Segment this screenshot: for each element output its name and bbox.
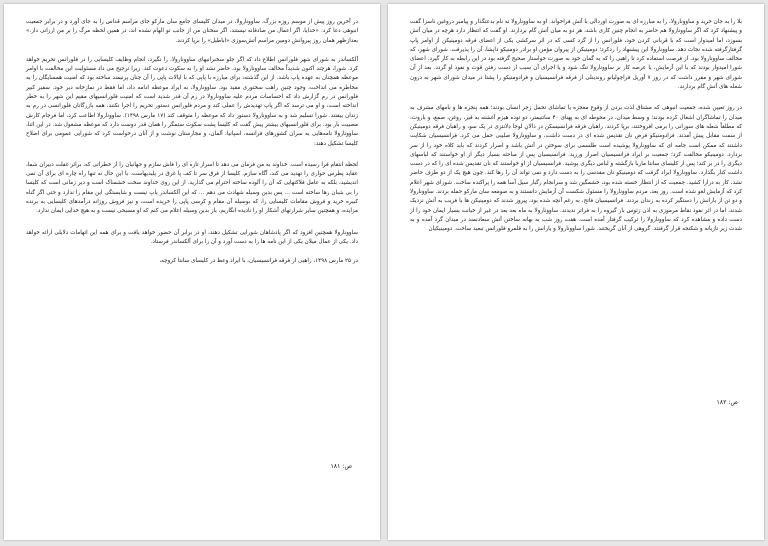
right-page: [388, 4, 764, 540]
left-paragraph-4: ساوونارولا همچنین افزود که اگر پادشاهان شورایی تشکیل دهند، او در برابر آن حضور خواهد یافت و برای همه این اتهامات دلایلی ارائه خواهد داد. یکی از عمال میلان یکی از این نامه ها را به دست آورد و آن را برای آلکساندر فرستاد.: [26, 229, 358, 245]
right-paragraph-2: در روز تعیین شده، جمعیت انبوهی که مشتاق لذت بردن از وقوع معجزه یا تماشای تحمل زجر انسان بودند؛ همه پنجره ها و بامهای مشرف به میدان را تماشاگران اشغال کرده بودند؛ و وسط میدان، در محوطه ای به پهنای ۴۰ سانتیمتر، دو توده هیزم آغشته به قیر، روغن، صمغ، و باروت، که مطلقاً شعله های سوزانی را برمی افروختند، برپا کردند. راهبان فرقه فرانسیسکن در دالانِ لوجا دِلانتزی در یک سو، و راهبان فرقه دومینیکن از سمت مقابل پیش آمدند. فرادومنیکو فرض نان تقدیس شده ای در دست داشت، و ساوونارولا صلیبی حمل می کرد. فرانسیسیان شکایت داشتند که ممکن است جامه ای که ساوونارولا پوشیده است طلسمی برای سوختن در آتش باشد و اصرار کردند که باید کلاه خود را از سر بردارد. دومینیکو مخالفت کرد؛ جمعیت بر ایراد فرانسیسیان اصرار ورزید. فرانسیسیان پس از مباحثه بسیار دیگر از او خواستند که لباسهای دیگری را در بر کند؛ پس از کلیسای سانتا ماریا بازگشته و لباس دیگری پوشید. فرانسیسیان از او خواستند که نان تقدیس شده ای را که در دست داشت کنار بگذارد. ساوونارولا ایراد گرفت که دومینیکو نان مقدسی را به دست دارد و نمی تواند آن را رها کند. چون هیچ یک از دو طرف حاضر نشد، کار به درازا کشید. جمعیت که از انتظار خسته شده بود، خشمگین شد و سرانجام رگبار سیل آسا همه را پراکنده ساخت. شورای شهر اعلام کرد که آزمایش لغو شده است. روز بعد، مردم ساوونارولا را مسئول شکست آن آزمایش دانستند و به صومعه سان مارکو حمله بردند. ساوونارولا و دو تن از یارانش را دستگیر کرده به زندان بردند. فرانسیسیان فاتح، به رغم آنچه شده بود، پیروز شدند که دومینیکن ها با فریب به آتش نزدیک شدند، اما در اثر نفوذ نقاط مرموزی به اذن زئوس بار گیروه را به فراتر ندیدند. ساوونارولا به ماه بعد بعد در غیر از خیانت بسیار ایمان خود را از دست داده و مشاهده کرد که ساوونارولا را ترکیب گرفتار آمده است. هفت روز شب به بهانه ساختن آتش سعادتمند در میدان گرد آمده و به شدت زیر تازیانه و شکنجه قرار گرفتند. گروهی از آنان گریختند. شورا ساوونارولا و یارانش را به قلمرو فلورانس تبعید ساخت. دومینیکیان: [410, 105, 742, 233]
left-quote-paragraph: لحظه انتقام فرا رسیده است. خداوند به من فرمان می دهد تا اسرار تازه ای را فاش سازم و جهانیان را از خطراتی که، براثر غفلت دبیران شما، عقاید پطرس حواری را تهدید می کند، آگاه سازم. کلیسا از فرق سر تا کف پا غرق در پلیدیهاست. با این حال نه تنها راه چاره ای برای آن نمی اندیشید، بلکه به عامل فلاکتهایی که آن را آلوده ساخته احترام می گذارید. از این روی خداوند سخت خشمناک است و دیر زمانی است که کلیسا را بی شبان رها ساخته است ... پس بدین وسیله شهادت می دهم ... که این آلکساندر پاپ نیست و شایستگی این مقام را ندارد و حتی اگر گناه کبیره خرید و فروش مقامات کلیسایی را، که بوسیله آن مقام و کرسی پاپی را خریده است، و نیز فروش روزانه درآمدهای کلیسایی به برنده مزایده، و همچنین سایر شرارتهای آشکار او را نادیده انگاریم، باز بدین وسیله اعلام می کنم که او مسیحی نیست و به هیچ خدایی ایمان ندارد.: [26, 161, 358, 215]
right-paragraph-1: بلا را به جان خرید و ساوونارولا، را به مبارزه ای به صورت اوردالی با آتش فراخواند. او به ساوونارولا نه نام بدعتگذار و پیامبر دروغین ناسزا گفت و پیشنهاد کرد که اگر ساوونارولا هم حاضر به انجام چنین کاری باشد، هر دو به میان آتش گام بردارند. او گفت که انتظار دارد هرچه در میان آتش بسوزد، اما امیدوار است که با قربانی کردن خود، فلورانس را از گرد کسی که در اثر سرکشی یکی از اعضای فرقه دومینیکن از اوامر پاپ گرفتارگرفته شده نجات دهد. ساوونارولا این پیشنهاد را ردکرد؛ دومینیکن از پیروان مؤمن او برادر دومنیکو داپشا، آن را پذیرفت. شورای شهر، که مخالف ساوونارولا بود، از فرصت استفاده کرد تا راهبی را که به گمان خود به صورت خواستار صحیح گرفته بود در این رابطه به کار گیرد. اعضای شورا امیدوار بودند که با این آزمایش، یا عرصه کار بر ساوونارولا تنگ شود و یا اجرای آن سبب از دست رفتن قوت و نفوذ او گردد. بعد از آن شورای شهر و مقرر داشت که در روز ۷ آوریل فراچولیانو روندینلی از فرقه فرانسیسیان و فرادومنیکو را پشتا در میدان شورای شهر به درون شعله های آتش گام بردارند.: [410, 19, 742, 91]
left-page-number: ص: ۱۸۱: [330, 463, 352, 470]
left-paragraph-1: در آخرین روز پیش از موسم روزه بزرگ، ساوونارولا، در میدان کلیسای جامع سان مارکو جای مراسم قداس را به جای آورد و در برابر جمعیت انبوهی دعا کرد: «خدایا، اگر اعمال من صادقانه نیستند، اگر سخنان من از جانب تو الهام نشده اند، در همین لحظه مرگ را بر من ارزانی دار.» بعدازظهر همان روز پیروانش دومین مراسم آتش‌سوزی «اباطیل» را برپا کردند.: [26, 19, 358, 44]
left-paragraph-2: آلکساندر به شورای شهر فلورانس اطلاع داد که اگر جلو سخنرانیهای ساوونارولا، را نگیرد، انجام وظایف کلیسایی را در فلورانس تحریم خواهد کرد. شورا، هرچند اکنون شدیداً مخالف ساوونارولا بود، حاضر نشد او را به سکوت دعوت کند. زیرا ترجیح می داد مسئولیت این مخالفت با اوامر موعظه همچنان به عهده پاپ باشد. از این گذشته، برای مبارزه با پاپی که با ایالات پاپی را آن چنان پرنیمند ساخته بود که امنیت همسایگان را به مخاطره می انداخت، وجود چنین راهب سخنوری مفید بود. ساوونارولا، به ایراد موعظه ادامه داد، اما فقط در نمازخانه دیر خود. سفیر کبیر فلورانس در رم گزارش داد که احساسات مردم علیه ساوونارولا در رم آن قدر شدید است که امنیت فلورانسیهای مقیم این شهر را به خطر انداخته است، و او می ترسد که اگر پاپ تهدیدش را عملی کند و مردم فلورانس دستور تحریم را اجرا نکنند، همه بازرگانان فلورانسی در رم به زندان بیفتند. شورا تسلیم شد و به ساوونارولا دستور داد که موعظه را متوقف کند (۱۷ مارس ۱۴۹۸). ساوونارولا اطاعت کرد، اما فرجام کارش مصیبت بار بود. برای فلورانسیهای بیشتر پیش گفت که کلیسا پشت سکوت ستمگر را همان قدر دوست دارد که موعظه مشغول شد. در این اثنا، ساوونارولا نامه‌هایی به سران کشورهای فرانسه، اسپانیا، آلمان، و مجارستان نوشت و از آنان درخواست کرد که شورایی عمومی برای اصلاح کلیسا تشکیل دهند:: [26, 56, 358, 147]
left-paragraph-5: در ۲۵ مارس ۱۴۹۸، راهبی از فرقه فرانسیسیان، با ایراد وعظ در کلیسای سانتا کروچه،: [159, 258, 358, 265]
left-page: [4, 4, 380, 540]
right-page-number: ص: ۱۸۲: [716, 399, 738, 406]
